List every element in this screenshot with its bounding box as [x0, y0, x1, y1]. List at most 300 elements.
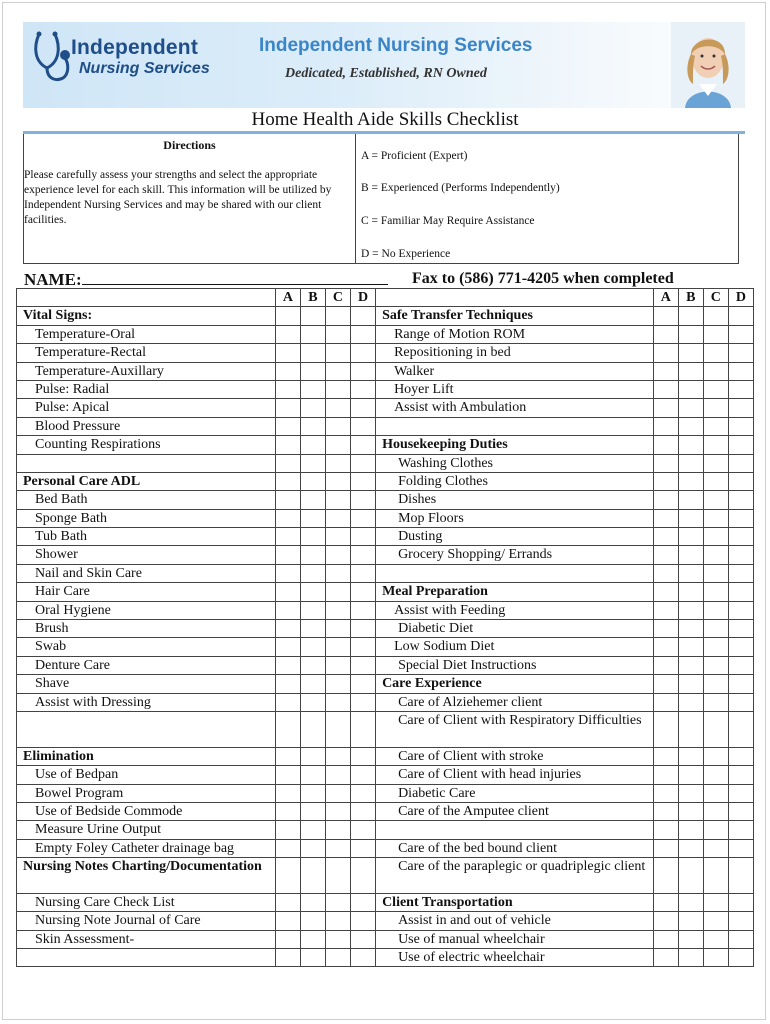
left-rating-b-cell[interactable] — [300, 417, 325, 435]
left-rating-d-cell[interactable] — [351, 693, 376, 711]
left-rating-b-cell[interactable] — [300, 656, 325, 674]
left-skill-label: Swab — [17, 638, 276, 656]
left-rating-c-cell[interactable] — [325, 766, 350, 784]
left-rating-a-cell[interactable] — [275, 380, 300, 398]
right-rating-b-cell[interactable] — [678, 693, 703, 711]
left-rating-c-cell[interactable] — [325, 693, 350, 711]
left-rating-b-cell[interactable] — [300, 344, 325, 362]
left-rating-d-cell — [351, 949, 376, 967]
right-rating-b-cell[interactable] — [678, 858, 703, 894]
table-row — [17, 601, 754, 619]
right-rating-b-cell[interactable] — [678, 546, 703, 564]
right-rating-b-cell[interactable] — [678, 344, 703, 362]
right-rating-c-cell[interactable] — [703, 784, 728, 802]
right-skill-label: Care of the paraplegic or quadriplegic client — [376, 858, 654, 894]
left-rating-b-cell[interactable] — [300, 638, 325, 656]
right-rating-b-cell[interactable] — [678, 454, 703, 472]
left-rating-c-cell[interactable] — [325, 821, 350, 839]
left-rating-c-cell[interactable] — [325, 893, 350, 911]
left-rating-d-cell[interactable] — [351, 546, 376, 564]
left-rating-b-cell[interactable] — [300, 930, 325, 948]
right-rating-c-cell[interactable] — [703, 656, 728, 674]
org-tagline: Dedicated, Established, RN Owned — [285, 66, 487, 81]
right-skill-label: Care of the Amputee client — [376, 802, 654, 820]
left-rating-a-cell[interactable] — [275, 912, 300, 930]
right-rating-c-cell[interactable] — [703, 472, 728, 490]
right-rating-d-cell[interactable] — [728, 802, 753, 820]
right-rating-c-cell[interactable] — [703, 693, 728, 711]
left-rating-a-cell — [275, 747, 300, 765]
right-skill-label: Repositioning in bed — [376, 344, 654, 362]
right-rating-a-cell[interactable] — [653, 325, 678, 343]
left-rating-a-cell[interactable] — [275, 693, 300, 711]
left-rating-a-cell[interactable] — [275, 893, 300, 911]
left-skill-label: Oral Hygiene — [17, 601, 276, 619]
right-rating-a-cell[interactable] — [653, 528, 678, 546]
right-rating-a-cell[interactable] — [653, 380, 678, 398]
right-rating-a-cell[interactable] — [653, 839, 678, 857]
left-rating-c-cell[interactable] — [325, 546, 350, 564]
right-rating-d-cell[interactable] — [728, 747, 753, 765]
right-rating-d-cell[interactable] — [728, 399, 753, 417]
right-rating-d-cell[interactable] — [728, 766, 753, 784]
right-rating-d-cell[interactable] — [728, 325, 753, 343]
left-rating-b-cell[interactable] — [300, 766, 325, 784]
right-rating-a-cell[interactable] — [653, 362, 678, 380]
left-rating-c-cell — [325, 858, 350, 894]
left-rating-c-cell — [325, 747, 350, 765]
left-skill-label: Measure Urine Output — [17, 821, 276, 839]
right-rating-c-cell — [703, 564, 728, 582]
left-rating-b-cell[interactable] — [300, 362, 325, 380]
left-rating-d-cell[interactable] — [351, 912, 376, 930]
left-skill-label — [17, 711, 276, 747]
right-rating-d-cell[interactable] — [728, 454, 753, 472]
right-rating-b-cell[interactable] — [678, 601, 703, 619]
right-rating-b-cell[interactable] — [678, 325, 703, 343]
right-rating-a-cell[interactable] — [653, 546, 678, 564]
right-rating-a-cell[interactable] — [653, 656, 678, 674]
left-rating-a-cell[interactable] — [275, 417, 300, 435]
right-rating-b-cell[interactable] — [678, 399, 703, 417]
right-rating-d-cell[interactable] — [728, 839, 753, 857]
left-rating-b-cell[interactable] — [300, 839, 325, 857]
right-rating-a-cell — [653, 675, 678, 693]
right-skill-label: Range of Motion ROM — [376, 325, 654, 343]
left-rating-c-cell[interactable] — [325, 839, 350, 857]
left-rating-b-cell[interactable] — [300, 675, 325, 693]
right-rating-d-cell[interactable] — [728, 784, 753, 802]
right-skill-label: Care of Client with stroke — [376, 747, 654, 765]
left-rating-b-cell — [300, 949, 325, 967]
left-skill-label: Use of Bedside Commode — [17, 802, 276, 820]
left-rating-a-cell[interactable] — [275, 930, 300, 948]
right-rating-c-cell[interactable] — [703, 912, 728, 930]
right-rating-c-cell[interactable] — [703, 325, 728, 343]
left-rating-d-cell[interactable] — [351, 784, 376, 802]
table-row — [17, 362, 754, 380]
table-row — [17, 546, 754, 564]
left-rating-d-cell[interactable] — [351, 436, 376, 454]
left-rating-b-cell[interactable] — [300, 601, 325, 619]
left-rating-b-cell[interactable] — [300, 436, 325, 454]
right-rating-d-cell[interactable] — [728, 930, 753, 948]
right-rating-b-cell[interactable] — [678, 766, 703, 784]
left-rating-b-cell[interactable] — [300, 620, 325, 638]
right-rating-b-cell[interactable] — [678, 930, 703, 948]
left-skill-label: Assist with Dressing — [17, 693, 276, 711]
left-rating-d-cell — [351, 858, 376, 894]
left-rating-b-cell[interactable] — [300, 693, 325, 711]
right-rating-c-cell[interactable] — [703, 858, 728, 894]
left-rating-b-cell[interactable] — [300, 893, 325, 911]
left-rating-a-cell[interactable] — [275, 344, 300, 362]
right-rating-d-cell[interactable] — [728, 380, 753, 398]
right-rating-b-cell — [678, 417, 703, 435]
left-rating-d-cell[interactable] — [351, 638, 376, 656]
right-rating-b-cell[interactable] — [678, 912, 703, 930]
left-rating-d-cell[interactable] — [351, 620, 376, 638]
right-rating-c-cell[interactable] — [703, 380, 728, 398]
left-rating-a-cell[interactable] — [275, 802, 300, 820]
right-rating-d-cell[interactable] — [728, 472, 753, 490]
right-rating-a-cell[interactable] — [653, 802, 678, 820]
left-rating-c-cell[interactable] — [325, 344, 350, 362]
left-rating-c-cell[interactable] — [325, 380, 350, 398]
left-skill-label: Tub Bath — [17, 528, 276, 546]
right-rating-d-cell[interactable] — [728, 693, 753, 711]
right-rating-d-cell[interactable] — [728, 546, 753, 564]
left-rating-c-cell[interactable] — [325, 564, 350, 582]
left-rating-a-cell[interactable] — [275, 436, 300, 454]
left-rating-a-cell[interactable] — [275, 546, 300, 564]
right-rating-d-cell[interactable] — [728, 858, 753, 894]
left-rating-a-cell[interactable] — [275, 583, 300, 601]
right-rating-b-cell[interactable] — [678, 656, 703, 674]
right-rating-a-cell[interactable] — [653, 620, 678, 638]
right-rating-d-cell[interactable] — [728, 638, 753, 656]
table-row — [17, 509, 754, 527]
left-rating-a-cell[interactable] — [275, 821, 300, 839]
left-rating-b-cell[interactable] — [300, 509, 325, 527]
table-row — [17, 675, 754, 693]
right-rating-d-cell — [728, 583, 753, 601]
right-rating-a-cell[interactable] — [653, 693, 678, 711]
left-rating-c-cell[interactable] — [325, 675, 350, 693]
left-rating-d-cell — [351, 307, 376, 325]
right-rating-b-cell — [678, 436, 703, 454]
right-rating-c-cell[interactable] — [703, 949, 728, 967]
left-rating-d-cell[interactable] — [351, 675, 376, 693]
left-rating-b-cell[interactable] — [300, 802, 325, 820]
fax-instruction: Fax to (586) 771-4205 when completed — [412, 270, 674, 287]
left-rating-a-cell[interactable] — [275, 601, 300, 619]
left-rating-b-cell — [300, 454, 325, 472]
left-skill-label: Nursing Care Check List — [17, 893, 276, 911]
left-rating-c-cell[interactable] — [325, 912, 350, 930]
table-row — [17, 858, 754, 894]
left-rating-a-cell — [275, 949, 300, 967]
right-rating-b-cell[interactable] — [678, 784, 703, 802]
legend-d: D = No Experience — [361, 248, 451, 260]
right-rating-b-cell[interactable] — [678, 620, 703, 638]
right-rating-b-cell[interactable] — [678, 747, 703, 765]
column-header-d: D — [728, 289, 753, 307]
right-rating-d-cell[interactable] — [728, 528, 753, 546]
right-rating-b-cell[interactable] — [678, 839, 703, 857]
left-rating-a-cell[interactable] — [275, 528, 300, 546]
table-row — [17, 656, 754, 674]
left-rating-a-cell[interactable] — [275, 399, 300, 417]
left-rating-d-cell[interactable] — [351, 802, 376, 820]
right-rating-a-cell[interactable] — [653, 638, 678, 656]
name-underline[interactable] — [82, 270, 388, 285]
header-banner — [23, 22, 745, 108]
right-rating-b-cell[interactable] — [678, 711, 703, 747]
right-skill-label: Housekeeping Duties — [376, 436, 654, 454]
left-rating-b-cell[interactable] — [300, 821, 325, 839]
left-rating-b-cell[interactable] — [300, 528, 325, 546]
right-rating-d-cell[interactable] — [728, 601, 753, 619]
right-rating-a-cell[interactable] — [653, 858, 678, 894]
left-rating-d-cell[interactable] — [351, 344, 376, 362]
left-skill-label: Brush — [17, 620, 276, 638]
left-rating-a-cell[interactable] — [275, 491, 300, 509]
right-rating-a-cell[interactable] — [653, 491, 678, 509]
right-rating-a-cell[interactable] — [653, 399, 678, 417]
left-rating-c-cell[interactable] — [325, 620, 350, 638]
left-rating-d-cell[interactable] — [351, 528, 376, 546]
left-rating-b-cell[interactable] — [300, 546, 325, 564]
left-rating-a-cell[interactable] — [275, 509, 300, 527]
right-skill-label — [376, 417, 654, 435]
right-rating-a-cell[interactable] — [653, 949, 678, 967]
right-rating-c-cell[interactable] — [703, 509, 728, 527]
left-rating-d-cell[interactable] — [351, 380, 376, 398]
right-rating-d-cell[interactable] — [728, 362, 753, 380]
right-rating-a-cell[interactable] — [653, 454, 678, 472]
right-rating-d-cell[interactable] — [728, 620, 753, 638]
left-rating-a-cell[interactable] — [275, 839, 300, 857]
left-rating-c-cell[interactable] — [325, 656, 350, 674]
left-rating-a-cell[interactable] — [275, 638, 300, 656]
left-rating-b-cell[interactable] — [300, 784, 325, 802]
right-rating-b-cell[interactable] — [678, 949, 703, 967]
right-rating-a-cell[interactable] — [653, 344, 678, 362]
right-rating-c-cell[interactable] — [703, 620, 728, 638]
left-rating-d-cell[interactable] — [351, 399, 376, 417]
left-rating-c-cell[interactable] — [325, 802, 350, 820]
right-rating-d-cell[interactable] — [728, 656, 753, 674]
right-rating-c-cell[interactable] — [703, 747, 728, 765]
left-rating-d-cell[interactable] — [351, 417, 376, 435]
left-rating-c-cell[interactable] — [325, 509, 350, 527]
left-skill-label: Nursing Notes Charting/Documentation — [17, 858, 276, 894]
right-rating-c-cell[interactable] — [703, 839, 728, 857]
left-skill-label: Counting Respirations — [17, 436, 276, 454]
right-rating-b-cell — [678, 307, 703, 325]
right-rating-c-cell[interactable] — [703, 362, 728, 380]
left-rating-c-cell[interactable] — [325, 638, 350, 656]
right-rating-b-cell[interactable] — [678, 362, 703, 380]
right-rating-b-cell[interactable] — [678, 638, 703, 656]
right-rating-b-cell — [678, 675, 703, 693]
left-rating-b-cell[interactable] — [300, 912, 325, 930]
right-rating-a-cell[interactable] — [653, 601, 678, 619]
left-rating-a-cell[interactable] — [275, 564, 300, 582]
left-rating-b-cell[interactable] — [300, 491, 325, 509]
right-rating-c-cell[interactable] — [703, 528, 728, 546]
right-rating-b-cell[interactable] — [678, 509, 703, 527]
right-skill-label: Care of Alziehemer client — [376, 693, 654, 711]
right-rating-c-cell[interactable] — [703, 491, 728, 509]
right-rating-b-cell[interactable] — [678, 380, 703, 398]
table-row — [17, 693, 754, 711]
left-rating-c-cell[interactable] — [325, 436, 350, 454]
left-rating-a-cell[interactable] — [275, 656, 300, 674]
right-rating-a-cell[interactable] — [653, 912, 678, 930]
table-row — [17, 307, 754, 325]
directions-heading: Directions — [163, 138, 216, 152]
left-rating-a-cell[interactable] — [275, 784, 300, 802]
left-rating-b-cell[interactable] — [300, 583, 325, 601]
left-skill-label: Personal Care ADL — [17, 472, 276, 490]
left-rating-c-cell[interactable] — [325, 399, 350, 417]
left-skill-label: Pulse: Radial — [17, 380, 276, 398]
left-skill-label: Temperature-Oral — [17, 325, 276, 343]
right-rating-d-cell[interactable] — [728, 949, 753, 967]
left-rating-c-cell[interactable] — [325, 930, 350, 948]
nurse-photo — [671, 22, 745, 108]
right-rating-d-cell[interactable] — [728, 912, 753, 930]
right-rating-a-cell[interactable] — [653, 711, 678, 747]
right-rating-c-cell — [703, 675, 728, 693]
right-rating-a-cell — [653, 583, 678, 601]
left-rating-b-cell[interactable] — [300, 380, 325, 398]
right-rating-a-cell[interactable] — [653, 472, 678, 490]
left-rating-a-cell[interactable] — [275, 620, 300, 638]
right-rating-a-cell[interactable] — [653, 784, 678, 802]
right-rating-c-cell[interactable] — [703, 601, 728, 619]
table-row — [17, 784, 754, 802]
right-rating-d-cell[interactable] — [728, 491, 753, 509]
name-field[interactable] — [24, 270, 388, 290]
right-rating-c-cell[interactable] — [703, 344, 728, 362]
left-rating-a-cell[interactable] — [275, 325, 300, 343]
right-rating-b-cell[interactable] — [678, 491, 703, 509]
right-rating-c-cell[interactable] — [703, 399, 728, 417]
right-rating-d-cell[interactable] — [728, 711, 753, 747]
right-rating-a-cell[interactable] — [653, 766, 678, 784]
left-rating-d-cell[interactable] — [351, 839, 376, 857]
left-rating-d-cell[interactable] — [351, 325, 376, 343]
left-skill-label: Temperature-Auxillary — [17, 362, 276, 380]
left-skill-label: Elimination — [17, 747, 276, 765]
right-rating-c-cell[interactable] — [703, 802, 728, 820]
right-rating-d-cell — [728, 821, 753, 839]
left-rating-a-cell[interactable] — [275, 675, 300, 693]
right-rating-c-cell[interactable] — [703, 546, 728, 564]
right-rating-c-cell — [703, 821, 728, 839]
right-rating-c-cell — [703, 307, 728, 325]
column-header-b: B — [300, 289, 325, 307]
right-rating-c-cell[interactable] — [703, 638, 728, 656]
right-skill-label: Dishes — [376, 491, 654, 509]
right-rating-a-cell[interactable] — [653, 509, 678, 527]
left-rating-c-cell[interactable] — [325, 491, 350, 509]
left-rating-d-cell[interactable] — [351, 583, 376, 601]
left-rating-a-cell[interactable] — [275, 766, 300, 784]
left-rating-c-cell[interactable] — [325, 362, 350, 380]
right-rating-d-cell[interactable] — [728, 509, 753, 527]
left-rating-b-cell[interactable] — [300, 564, 325, 582]
left-rating-b-cell[interactable] — [300, 325, 325, 343]
right-skill-label: Client Transportation — [376, 893, 654, 911]
left-rating-d-cell[interactable] — [351, 656, 376, 674]
right-rating-c-cell — [703, 417, 728, 435]
right-rating-c-cell[interactable] — [703, 930, 728, 948]
left-rating-d-cell[interactable] — [351, 362, 376, 380]
left-rating-c-cell — [325, 711, 350, 747]
left-rating-d-cell[interactable] — [351, 821, 376, 839]
right-rating-b-cell[interactable] — [678, 472, 703, 490]
left-skill-label: Denture Care — [17, 656, 276, 674]
left-rating-a-cell[interactable] — [275, 362, 300, 380]
left-rating-c-cell[interactable] — [325, 601, 350, 619]
right-skill-label: Diabetic Care — [376, 784, 654, 802]
left-rating-b-cell — [300, 858, 325, 894]
right-rating-b-cell[interactable] — [678, 528, 703, 546]
left-rating-c-cell[interactable] — [325, 528, 350, 546]
right-skill-label: Grocery Shopping/ Errands — [376, 546, 654, 564]
table-row — [17, 620, 754, 638]
left-rating-c-cell[interactable] — [325, 784, 350, 802]
left-skill-label — [17, 949, 276, 967]
left-rating-d-cell[interactable] — [351, 766, 376, 784]
left-rating-d-cell[interactable] — [351, 601, 376, 619]
right-rating-b-cell[interactable] — [678, 802, 703, 820]
right-rating-d-cell[interactable] — [728, 344, 753, 362]
left-rating-d-cell[interactable] — [351, 509, 376, 527]
right-rating-c-cell[interactable] — [703, 711, 728, 747]
left-rating-d-cell[interactable] — [351, 930, 376, 948]
right-rating-a-cell — [653, 821, 678, 839]
table-row — [17, 747, 754, 765]
left-rating-d-cell[interactable] — [351, 564, 376, 582]
directions-box — [23, 134, 739, 264]
right-rating-c-cell[interactable] — [703, 766, 728, 784]
right-rating-c-cell[interactable] — [703, 454, 728, 472]
left-rating-c-cell[interactable] — [325, 583, 350, 601]
left-rating-c-cell[interactable] — [325, 417, 350, 435]
left-rating-d-cell[interactable] — [351, 893, 376, 911]
right-skill-label — [376, 564, 654, 582]
left-rating-a-cell — [275, 472, 300, 490]
table-row — [17, 912, 754, 930]
table-row — [17, 802, 754, 820]
right-rating-a-cell[interactable] — [653, 930, 678, 948]
right-skill-label: Assist with Feeding — [376, 601, 654, 619]
right-rating-a-cell[interactable] — [653, 747, 678, 765]
left-rating-b-cell[interactable] — [300, 399, 325, 417]
table-row — [17, 949, 754, 967]
left-rating-d-cell[interactable] — [351, 491, 376, 509]
left-rating-c-cell[interactable] — [325, 325, 350, 343]
right-skill-label: Mop Floors — [376, 509, 654, 527]
header-blank-cell — [17, 289, 276, 307]
column-header-a: A — [653, 289, 678, 307]
left-rating-b-cell — [300, 472, 325, 490]
